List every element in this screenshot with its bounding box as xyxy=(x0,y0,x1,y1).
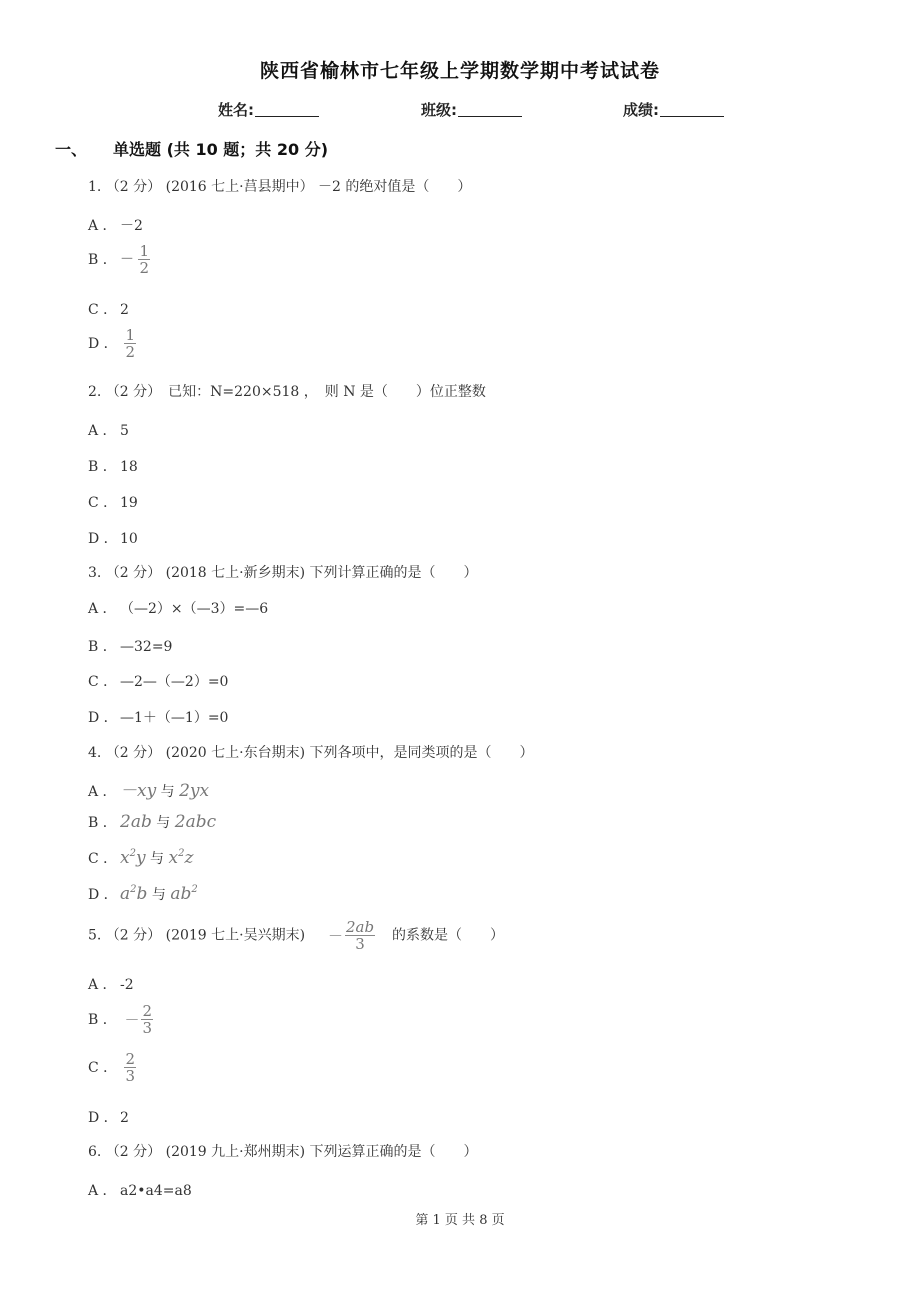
q4-option-c xyxy=(88,848,193,868)
section-number: 一、 xyxy=(55,140,88,159)
question-4-stem: 4. （2 分） (2020 七上·东台期末) 下列各项中，是同类项的是（ ） xyxy=(88,745,534,761)
q2-option-c xyxy=(88,492,138,512)
q5-option-b xyxy=(88,1004,153,1035)
joiner-text: 与 xyxy=(160,784,175,800)
option-value: 2 xyxy=(120,1110,129,1126)
option-letter: D ． xyxy=(88,1110,118,1126)
expression: 2abc xyxy=(174,812,217,832)
denominator: 3 xyxy=(125,1067,135,1085)
q2-option-d xyxy=(88,528,138,548)
class-field xyxy=(421,99,522,120)
option-letter: D ． xyxy=(88,887,118,903)
numerator: 1 xyxy=(139,242,149,260)
option-prefix: － xyxy=(120,251,134,268)
option-letter: C ． xyxy=(88,851,118,867)
expression: －xy xyxy=(120,781,157,801)
expr-tail: y xyxy=(135,848,146,868)
q3-option-d xyxy=(88,707,228,727)
q4-option-d xyxy=(88,884,198,904)
numerator: 1 xyxy=(125,326,135,344)
option-value: —2—（—2）=0 xyxy=(120,674,229,690)
option-expression xyxy=(124,1004,153,1035)
option-letter: C ． xyxy=(88,674,118,690)
score-label: 成绩: xyxy=(623,101,659,119)
class-blank[interactable] xyxy=(458,102,522,117)
expr-exponent: 2 xyxy=(130,884,137,895)
question-1-stem: 1. （2 分） (2016 七上·莒县期中） －2 的绝对值是（ ） xyxy=(88,179,472,195)
option-value: 19 xyxy=(120,495,138,511)
expr-prefix: － xyxy=(327,926,343,945)
expr-base: x xyxy=(168,848,179,868)
option-value: 10 xyxy=(120,531,138,547)
q3-option-b xyxy=(88,636,172,656)
option-letter: A ． xyxy=(88,218,117,234)
expr-tail: z xyxy=(184,848,194,868)
option-letter: D ． xyxy=(88,335,118,352)
denominator: 2 xyxy=(139,259,149,277)
option-letter: A ． xyxy=(88,601,117,617)
option-letter: B ． xyxy=(88,251,117,268)
expression: 2ab xyxy=(120,812,152,832)
option-letter: B ． xyxy=(88,1011,117,1028)
option-value: 2 xyxy=(120,302,129,318)
q2-option-a xyxy=(88,420,129,440)
option-value: 18 xyxy=(120,459,138,475)
q1-option-d xyxy=(88,328,136,359)
numerator: 2 xyxy=(125,1050,135,1068)
fraction xyxy=(345,920,375,951)
option-letter: D ． xyxy=(88,710,118,726)
fraction xyxy=(124,1052,136,1083)
section-label: 单选题 (共 10 题；共 20 分) xyxy=(113,140,329,159)
option-value: －2 xyxy=(120,218,143,234)
coefficient-expression xyxy=(328,920,375,951)
q5-option-a xyxy=(88,974,134,994)
option-value: （—2）×（—3）=—6 xyxy=(120,601,269,617)
option-value: 5 xyxy=(120,423,129,439)
q1-option-c xyxy=(88,299,129,319)
expr-base: ab xyxy=(170,884,192,904)
joiner-text: 与 xyxy=(151,887,166,903)
stem-tail: 的系数是（ ） xyxy=(392,927,504,944)
q4-option-b xyxy=(88,812,216,832)
page-title: 陕西省榆林市七年级上学期数学期中考试试卷 xyxy=(259,60,660,82)
q5-option-c xyxy=(88,1052,136,1083)
numerator: 2ab xyxy=(346,918,375,936)
option-value: —1＋（—1）=0 xyxy=(120,710,229,726)
joiner-text: 与 xyxy=(156,815,171,831)
expression xyxy=(120,848,146,868)
expr-prefix: － xyxy=(124,1010,140,1029)
option-letter: A ． xyxy=(88,1183,117,1199)
joiner-text: 与 xyxy=(150,851,165,867)
option-letter: B ． xyxy=(88,459,117,475)
denominator: 2 xyxy=(125,343,135,361)
q4-option-a xyxy=(88,776,209,801)
expr-base: a xyxy=(120,884,131,904)
q5-option-d xyxy=(88,1107,129,1127)
q3-option-a xyxy=(88,598,268,618)
expr-exponent: 2 xyxy=(129,848,136,859)
option-letter: A ． xyxy=(88,423,117,439)
q1-option-b xyxy=(88,244,150,275)
option-letter: C ． xyxy=(88,1059,118,1076)
question-5-stem xyxy=(88,920,504,951)
question-3-stem: 3. （2 分） (2018 七上·新乡期末) 下列计算正确的是（ ） xyxy=(88,565,478,581)
stem-text: 5. （2 分） (2019 七上·吴兴期末) xyxy=(88,927,306,944)
expression xyxy=(168,848,193,868)
class-label: 班级: xyxy=(421,101,457,119)
numerator: 2 xyxy=(142,1002,153,1020)
fraction xyxy=(141,1004,153,1035)
fraction xyxy=(138,244,150,275)
expression xyxy=(120,884,147,904)
name-label: 姓名: xyxy=(218,101,254,119)
name-blank[interactable] xyxy=(255,102,319,117)
expression xyxy=(170,884,197,904)
option-value: —32=9 xyxy=(120,639,173,655)
fraction xyxy=(124,328,136,359)
option-letter: C ． xyxy=(88,302,118,318)
q1-option-a xyxy=(88,215,143,235)
option-letter: D ． xyxy=(88,531,118,547)
expr-tail: b xyxy=(136,884,148,904)
expr-exponent: 2 xyxy=(178,848,185,859)
option-letter: B ． xyxy=(88,815,117,831)
question-6-stem: 6. （2 分） (2019 九上·郑州期末) 下列运算正确的是（ ） xyxy=(88,1144,478,1160)
score-field xyxy=(623,99,724,120)
expression: 2yx xyxy=(179,781,210,801)
q6-option-a xyxy=(88,1180,192,1200)
q2-option-b xyxy=(88,456,138,476)
section-heading xyxy=(55,137,328,160)
expr-base: x xyxy=(120,848,130,868)
q3-option-c xyxy=(88,671,228,691)
page-footer: 第 1 页 共 8 页 xyxy=(415,1213,505,1228)
denominator: 3 xyxy=(355,935,365,953)
option-letter: C ． xyxy=(88,495,118,511)
option-letter: A ． xyxy=(88,977,117,993)
score-blank[interactable] xyxy=(660,102,724,117)
expr-exponent: 2 xyxy=(191,884,198,895)
question-2-stem: 2. （2 分） 已知：N=220×518 ， 则 N 是（ ）位正整数 xyxy=(88,384,486,400)
denominator: 3 xyxy=(142,1019,153,1037)
name-field xyxy=(218,99,319,120)
option-letter: A ． xyxy=(88,784,117,800)
option-letter: B ． xyxy=(88,639,117,655)
option-value: -2 xyxy=(120,977,134,993)
option-value: a2•a4=a8 xyxy=(120,1183,192,1199)
